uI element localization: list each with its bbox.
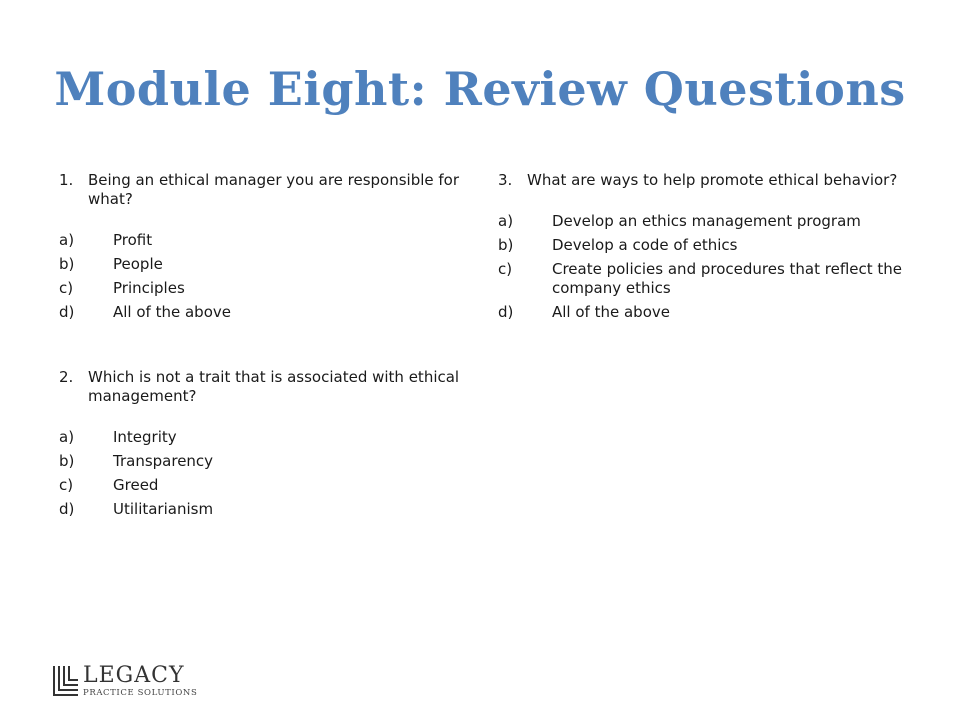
question-1-number: 1.: [59, 171, 74, 189]
option-item: [59, 231, 469, 250]
question-2-options: [59, 428, 469, 519]
question-1-options: [59, 231, 469, 322]
question-3-options: [498, 212, 918, 322]
question-3-text: [498, 171, 918, 190]
option-item: [498, 236, 918, 255]
option-text: People: [113, 255, 163, 273]
option-item: [59, 452, 469, 471]
option-text: All of the above: [552, 303, 670, 321]
option-letter: a): [59, 231, 75, 249]
option-letter: d): [59, 500, 75, 518]
option-item: [59, 255, 469, 274]
option-text: Profit: [113, 231, 153, 249]
question-1-prompt: Being an ethical manager you are responsible for what?: [88, 171, 460, 208]
legacy-logo: [51, 664, 201, 700]
question-2-prompt: Which is not a trait that is associated with ethical management?: [88, 368, 460, 405]
option-text: Transparency: [113, 452, 214, 470]
option-letter: a): [498, 212, 514, 230]
option-letter: c): [59, 279, 74, 297]
option-text: All of the above: [113, 303, 231, 321]
option-text: Integrity: [113, 428, 177, 446]
option-item: [59, 476, 469, 495]
stacked-bars-logo-mark-icon: [51, 664, 81, 698]
option-letter: c): [498, 260, 513, 278]
option-item: [498, 303, 918, 322]
logo-subtitle: PRACTICE SOLUTIONS: [83, 688, 198, 698]
option-item: [498, 260, 918, 298]
option-item: [59, 303, 469, 322]
question-1: [59, 171, 469, 322]
option-letter: b): [59, 255, 75, 273]
option-letter: d): [59, 303, 75, 321]
option-text: Principles: [113, 279, 185, 297]
logo-name: LEGACY: [83, 663, 185, 688]
question-2-text: [59, 368, 469, 406]
right-column: [498, 171, 918, 327]
question-1-text: [59, 171, 469, 209]
option-text: Greed: [113, 476, 159, 494]
slide-title: Module Eight: Review Questions: [54, 62, 906, 116]
option-item: [59, 428, 469, 447]
option-letter: b): [59, 452, 75, 470]
option-text: Utilitarianism: [113, 500, 214, 518]
question-2-number: 2.: [59, 368, 74, 386]
question-3-number: 3.: [498, 171, 513, 189]
option-letter: c): [59, 476, 74, 494]
option-letter: b): [498, 236, 514, 254]
question-3: [498, 171, 918, 322]
left-column: [59, 171, 469, 524]
question-3-prompt: What are ways to help promote ethical behavior?: [527, 171, 898, 189]
question-2: [59, 368, 469, 519]
option-letter: a): [59, 428, 75, 446]
option-item: [59, 500, 469, 519]
option-letter: d): [498, 303, 514, 321]
option-text: Develop an ethics management program: [552, 212, 861, 230]
option-text: Develop a code of ethics: [552, 236, 738, 254]
option-item: [59, 279, 469, 298]
option-item: [498, 212, 918, 231]
option-text: Create policies and procedures that reflect the company ethics: [552, 260, 903, 297]
